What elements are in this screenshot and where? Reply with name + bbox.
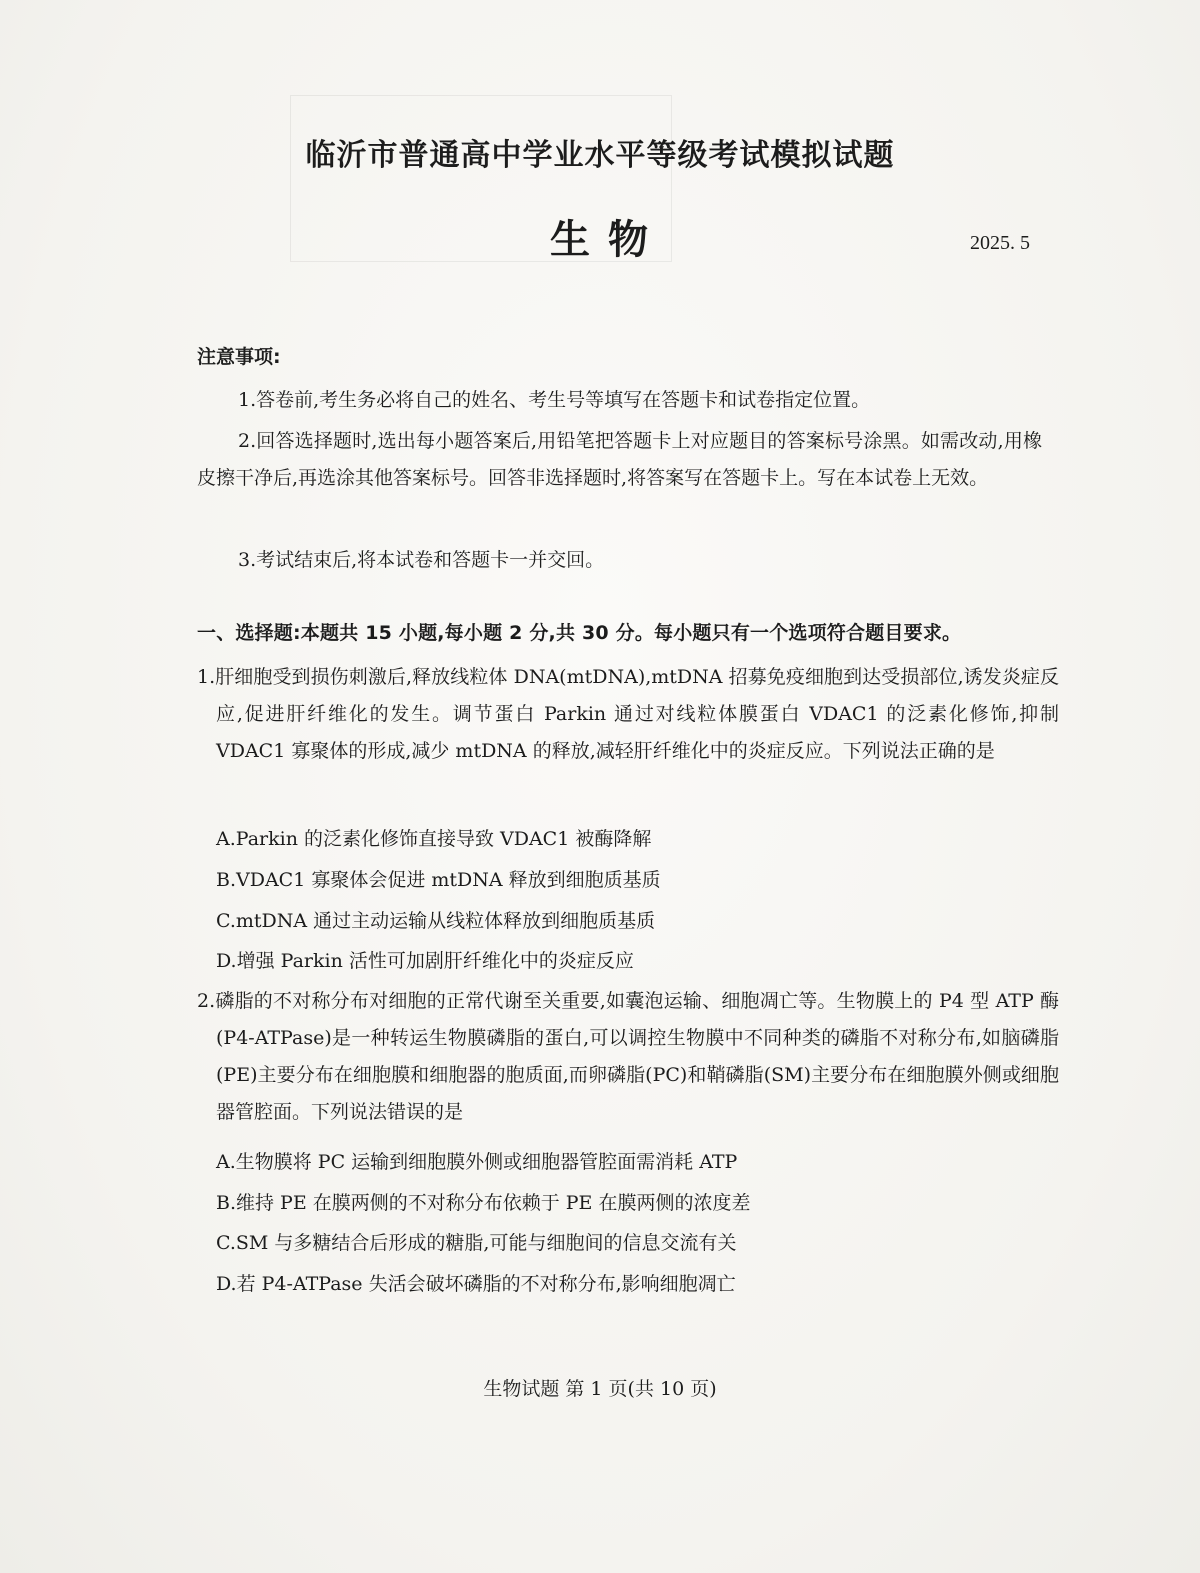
question-1-option-a: A.Parkin 的泛素化修饰直接导致 VDAC1 被酶降解 [216, 828, 652, 850]
question-2-option-b: B.维持 PE 在膜两侧的不对称分布依赖于 PE 在膜两侧的浓度差 [216, 1192, 751, 1214]
exam-title: 临沂市普通高中学业水平等级考试模拟试题 [305, 138, 895, 173]
question-2-option-c: C.SM 与多糖结合后形成的糖脂,可能与细胞间的信息交流有关 [216, 1232, 737, 1254]
question-2-option-a: A.生物膜将 PC 运输到细胞膜外侧或细胞器管腔面需消耗 ATP [216, 1151, 738, 1173]
page-footer: 生物试题 第 1 页(共 10 页) [483, 1378, 717, 1400]
question-2-stem: 2.磷脂的不对称分布对细胞的正常代谢至关重要,如囊泡运输、细胞凋亡等。生物膜上的 P4 型 ATP 酶(P4-ATPase)是一种转运生物膜磷脂的蛋白,可以调控生物膜中不同种类的磷脂不对称分布,如脑磷脂(PE)主要分布在细胞膜和细胞器的胞质面,而卵磷脂(PC)和鞘磷脂(SM)主要分布在细胞膜外侧或细胞器管腔面。下列说法错误的是 [197, 990, 1059, 1123]
notes-heading: 注意事项: [197, 346, 281, 368]
question-2-option-d: D.若 P4-ATPase 失活会破坏磷脂的不对称分布,影响细胞凋亡 [216, 1273, 736, 1295]
note-item-2: 2.回答选择题时,选出每小题答案后,用铅笔把答题卡上对应题目的答案标号涂黑。如需改动,用橡皮擦干净后,再选涂其他答案标号。回答非选择题时,将答案写在答题卡上。写在本试卷上无效。 [197, 430, 1042, 489]
section-heading: 一、选择题:本题共 15 小题,每小题 2 分,共 30 分。每小题只有一个选项符合题目要求。 [197, 622, 962, 644]
note-item-3: 3.考试结束后,将本试卷和答题卡一并交回。 [238, 549, 605, 571]
question-1-option-b: B.VDAC1 寡聚体会促进 mtDNA 释放到细胞质基质 [216, 869, 661, 891]
question-1-option-d: D.增强 Parkin 活性可加剧肝纤维化中的炎症反应 [216, 950, 634, 972]
subject-title: 生 物 [550, 216, 650, 263]
exam-date: 2025. 5 [970, 232, 1030, 254]
question-1-stem: 1.肝细胞受到损伤刺激后,释放线粒体 DNA(mtDNA),mtDNA 招募免疫细胞到达受损部位,诱发炎症反应,促进肝纤维化的发生。调节蛋白 Parkin 通过对线粒体膜蛋白 VDAC1 的泛素化修饰,抑制 VDAC1 寡聚体的形成,减少 mtDNA 的释放,减轻肝纤维化中的炎症反应。下列说法正确的是 [197, 666, 1059, 762]
note-item-1: 1.答卷前,考生务必将自己的姓名、考生号等填写在答题卡和试卷指定位置。 [238, 389, 871, 411]
question-1-option-c: C.mtDNA 通过主动运输从线粒体释放到细胞质基质 [216, 910, 656, 932]
